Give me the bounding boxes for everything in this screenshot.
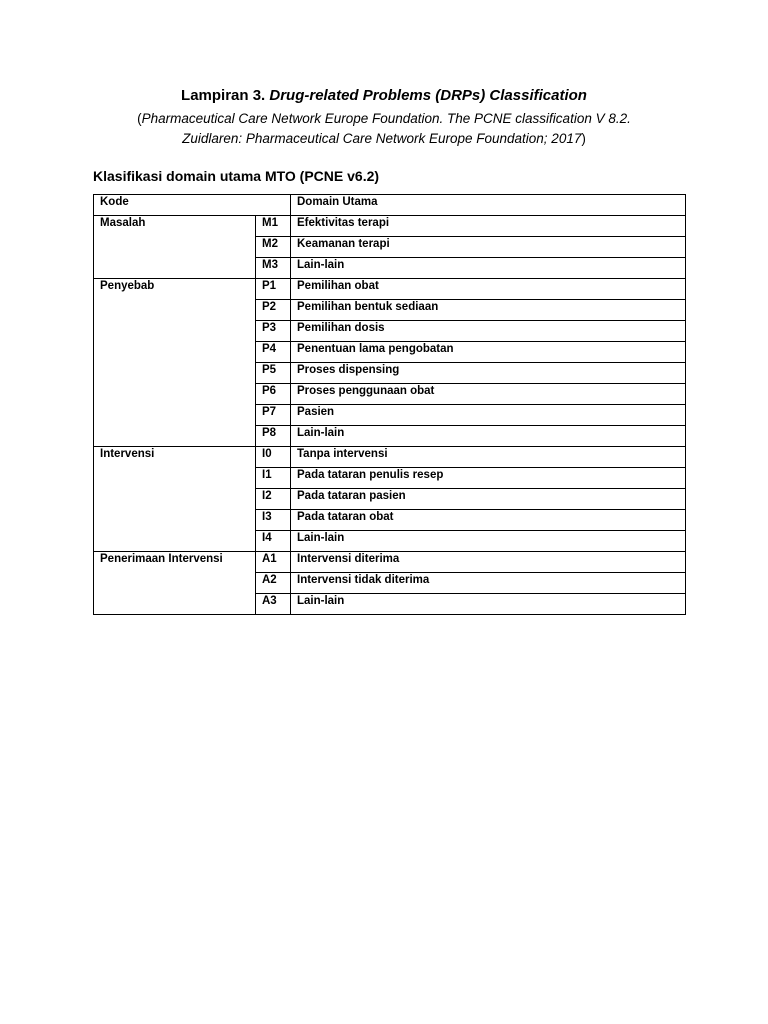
- table-header-row: [94, 195, 686, 216]
- code-cell: A1: [256, 552, 291, 573]
- domain-cell: Pemilihan dosis: [291, 321, 686, 342]
- code-cell: I3: [256, 510, 291, 531]
- group-label: Masalah: [94, 216, 256, 279]
- header-kode: Kode: [94, 195, 291, 216]
- domain-cell: Lain-lain: [291, 258, 686, 279]
- domain-cell: Pemilihan bentuk sediaan: [291, 300, 686, 321]
- citation-line-2: [0, 129, 768, 149]
- citation-open-paren: (: [137, 111, 142, 126]
- domain-cell: Intervensi tidak diterima: [291, 573, 686, 594]
- code-cell: P1: [256, 279, 291, 300]
- domain-cell: Lain-lain: [291, 426, 686, 447]
- code-cell: P7: [256, 405, 291, 426]
- domain-cell: Intervensi diterima: [291, 552, 686, 573]
- code-cell: M1: [256, 216, 291, 237]
- citation-line-1: [0, 109, 768, 129]
- title-italic: Drug-related Problems (DRPs) Classification: [269, 87, 587, 104]
- code-cell: P6: [256, 384, 291, 405]
- citation: [0, 109, 768, 149]
- code-cell: P4: [256, 342, 291, 363]
- domain-cell: Pasien: [291, 405, 686, 426]
- title-prefix: Lampiran 3.: [181, 87, 270, 104]
- domain-cell: Efektivitas terapi: [291, 216, 686, 237]
- group-label: Penerimaan Intervensi: [94, 552, 256, 615]
- table-row: [94, 552, 686, 573]
- domain-cell: Pada tataran penulis resep: [291, 468, 686, 489]
- code-cell: I0: [256, 447, 291, 468]
- domain-cell: Pemilihan obat: [291, 279, 686, 300]
- citation-text-1: Pharmaceutical Care Network Europe Foundation. The PCNE classification V 8.2.: [141, 111, 631, 126]
- domain-cell: Proses dispensing: [291, 363, 686, 384]
- table-row: [94, 279, 686, 300]
- code-cell: M2: [256, 237, 291, 258]
- code-cell: M3: [256, 258, 291, 279]
- domain-cell: Proses penggunaan obat: [291, 384, 686, 405]
- table-body: [94, 195, 686, 615]
- citation-text-2: Zuidlaren: Pharmaceutical Care Network Europe Foundation; 2017: [182, 131, 582, 146]
- code-cell: I4: [256, 531, 291, 552]
- group-label: Penyebab: [94, 279, 256, 447]
- table-row: [94, 447, 686, 468]
- domain-cell: Pada tataran pasien: [291, 489, 686, 510]
- code-cell: P3: [256, 321, 291, 342]
- domain-cell: Tanpa intervensi: [291, 447, 686, 468]
- table-row: [94, 216, 686, 237]
- code-cell: A2: [256, 573, 291, 594]
- code-cell: A3: [256, 594, 291, 615]
- citation-close-paren: ): [581, 131, 586, 146]
- section-subtitle: Klasifikasi domain utama MTO (PCNE v6.2): [93, 168, 380, 184]
- code-cell: P8: [256, 426, 291, 447]
- domain-cell: Penentuan lama pengobatan: [291, 342, 686, 363]
- domain-cell: Lain-lain: [291, 594, 686, 615]
- code-cell: P5: [256, 363, 291, 384]
- document-title: [0, 87, 768, 104]
- classification-table: [93, 194, 686, 615]
- group-label: Intervensi: [94, 447, 256, 552]
- code-cell: I1: [256, 468, 291, 489]
- domain-cell: Lain-lain: [291, 531, 686, 552]
- code-cell: I2: [256, 489, 291, 510]
- code-cell: P2: [256, 300, 291, 321]
- domain-cell: Pada tataran obat: [291, 510, 686, 531]
- domain-cell: Keamanan terapi: [291, 237, 686, 258]
- header-domain: Domain Utama: [291, 195, 686, 216]
